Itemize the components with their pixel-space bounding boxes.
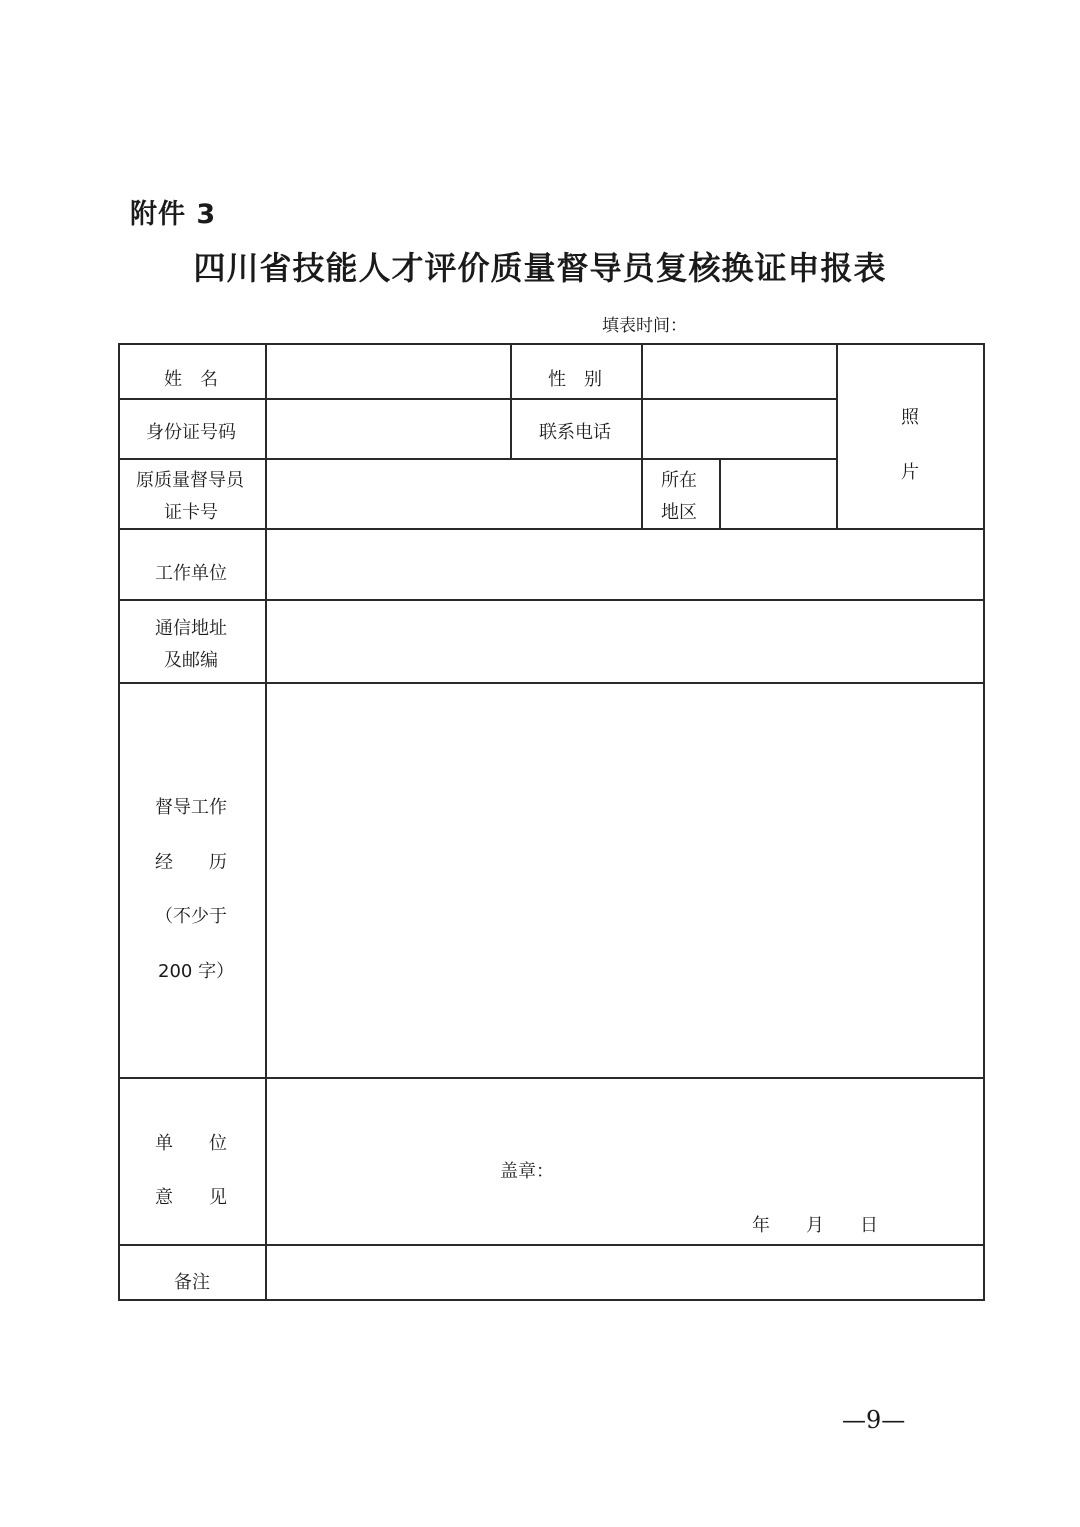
phone-label: 联系电话 — [539, 422, 611, 443]
table-col-divider — [510, 343, 512, 460]
address-label-line1: 通信地址 — [155, 618, 227, 639]
table-row-divider — [118, 1077, 985, 1079]
attachment-label: 附件 3 — [130, 199, 217, 230]
table-row-divider — [118, 682, 985, 684]
remarks-label: 备注 — [174, 1272, 210, 1293]
id-number-label: 身份证号码 — [146, 422, 236, 443]
table-border-top — [118, 343, 985, 345]
address-label-line2: 及邮编 — [164, 650, 218, 671]
work-unit-label: 工作单位 — [155, 563, 227, 584]
table-col-divider — [641, 343, 643, 530]
fill-time-label: 填表时间： — [602, 316, 687, 336]
page-number: —9— — [842, 1406, 906, 1434]
table-row-divider — [118, 398, 837, 400]
table-row-divider — [118, 528, 985, 530]
table-border-bottom — [118, 1299, 985, 1301]
date-label: 年 月 日 — [752, 1215, 878, 1236]
gender-label: 性 别 — [548, 369, 602, 390]
table-row-divider — [118, 599, 985, 601]
original-card-label-line1: 原质量督导员 — [136, 470, 244, 491]
table-col-divider — [265, 343, 267, 1301]
region-label-line1: 所在 — [661, 470, 697, 491]
original-card-label-line2: 证卡号 — [164, 502, 218, 523]
table-border-left — [118, 343, 120, 1301]
photo-label-1: 照 — [901, 407, 919, 428]
experience-label-line4: 200 字） — [158, 961, 235, 982]
name-label: 姓 名 — [164, 369, 218, 390]
table-row-divider — [118, 458, 837, 460]
table-col-divider — [719, 458, 721, 530]
table-border-right — [983, 343, 985, 1301]
unit-opinion-label-line2: 意 见 — [155, 1187, 227, 1208]
form-title: 四川省技能人才评价质量督导员复核换证申报表 — [193, 249, 887, 287]
photo-label-2: 片 — [901, 462, 919, 483]
region-label-line2: 地区 — [661, 502, 697, 523]
table-col-divider — [836, 343, 838, 530]
unit-opinion-label-line1: 单 位 — [155, 1133, 227, 1154]
table-row-divider — [118, 1244, 985, 1246]
experience-label-line3: （不少于 — [155, 906, 227, 927]
seal-label: 盖章： — [500, 1161, 554, 1182]
experience-label-line1: 督导工作 — [155, 797, 227, 818]
experience-label-line2: 经 历 — [155, 852, 227, 873]
